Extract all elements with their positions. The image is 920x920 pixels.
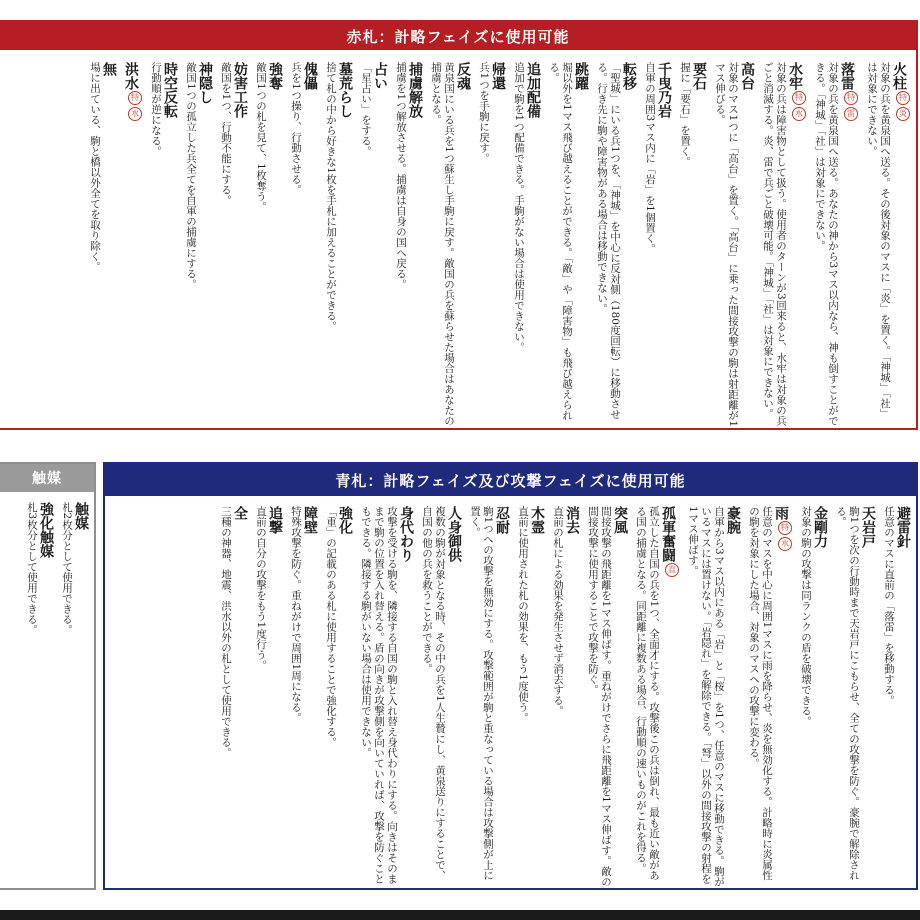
red-card-entry (643, 62, 671, 428)
red-card-entry (477, 62, 505, 428)
card-name-text: 強化触媒 (38, 502, 54, 558)
card-name (232, 62, 247, 428)
card-name-text: 木霊 (529, 506, 545, 534)
card-description: 捨て札の中から好きな1枚を手札に加えることができる。 (325, 62, 337, 332)
card-name-text: 落雷 (839, 62, 855, 90)
card-name-text: 豪腕 (725, 506, 741, 534)
card-name (337, 506, 352, 888)
red-card-entry (595, 62, 636, 428)
red-card-entry (88, 62, 116, 428)
attribute-badge: 炎 (896, 107, 910, 121)
red-card-entry (813, 62, 858, 428)
blue-card-entry (686, 506, 740, 888)
card-description: 直前の札による効果を発生させず消去する。 (552, 506, 564, 716)
red-card-entry (149, 62, 177, 428)
attribute-badge: 特 (778, 521, 792, 535)
red-card-entry (394, 62, 422, 428)
card-name-text: 追撃 (267, 506, 283, 534)
card-name (302, 506, 317, 888)
card-name-text: 傀儡 (302, 62, 318, 90)
catalyst-card-list (0, 502, 94, 888)
red-card-entry (547, 62, 588, 428)
card-name-text: 洪水 (123, 62, 139, 90)
card-name-text: 無 (101, 62, 117, 76)
blue-card-entry (468, 506, 509, 888)
card-description: 追加で駒を1つ配備できる。手駒がない場合は使用できない。 (513, 62, 525, 353)
blue-card-entry (747, 506, 792, 888)
card-description: 対象の兵を黄泉国へ送る。あなたの神から3マス以内なら、神も倒すことができる。「神城」「社」は対象にできない。 (814, 62, 839, 426)
card-name-text: 孤軍奮闘 (660, 506, 676, 562)
catalyst-card-entry (25, 502, 53, 888)
blue-card-entry (289, 506, 317, 888)
card-description: 「重」の記載のある札に使用することで強化する。 (325, 506, 337, 748)
card-name (895, 506, 910, 888)
card-name-text: 妨害工作 (232, 62, 248, 118)
card-description: 敵国1つの札を見て、1枚奪う。 (255, 62, 267, 212)
card-description: 駒1つへの攻撃を無効にする。攻撃範囲が駒と重なっている場合は攻撃側が上に置く。 (469, 506, 494, 881)
card-name (302, 62, 317, 428)
card-description: 敵国を1つ、行動不能にする。 (220, 62, 232, 206)
card-name (38, 502, 53, 888)
card-name (564, 506, 579, 888)
card-name (839, 62, 858, 428)
card-name (891, 62, 910, 428)
card-name (123, 62, 142, 428)
card-name-text: 消去 (564, 506, 580, 534)
blue-card-entry (516, 506, 544, 888)
blue-card-entry (634, 506, 679, 888)
attribute-badge: 特 (896, 91, 910, 105)
card-name (787, 62, 806, 428)
attribute-badge: 特 (128, 91, 142, 105)
card-description: 堀以外を1マス飛び越えることができる。「敵」や「障害物」も飛び越えられる。 (548, 62, 573, 421)
red-card-entry (761, 62, 806, 428)
card-name-text: 突風 (612, 506, 628, 534)
card-name (656, 62, 671, 428)
card-name-text: 神隠し (197, 62, 213, 104)
blue-card-panel (103, 462, 918, 890)
blue-card-entry (882, 506, 910, 888)
card-name-text: 避雷針 (895, 506, 911, 548)
card-name-text: 時空反転 (162, 62, 178, 118)
card-name (860, 506, 875, 888)
card-name (773, 506, 792, 888)
catalyst-card-entry (60, 502, 88, 888)
blue-card-entry (359, 506, 413, 888)
red-card-list (0, 62, 916, 428)
card-name (621, 62, 636, 428)
card-description: 自軍の周囲3マス内に「岩」を1個置く。 (644, 62, 656, 254)
card-name (446, 506, 461, 888)
card-name-text: 千曳乃岩 (656, 62, 672, 118)
card-name-text: 要石 (691, 62, 707, 90)
card-description: 駒1つを次の行動時まで天岩戸にこもらせ、全ての攻撃を防ぐ。豪腕で解除される。 (835, 506, 860, 881)
red-card-entry (359, 62, 387, 428)
card-description: 対象の兵を黄泉国へ送る。その後対象のマスに「炎」を置く。「神城」「社」は対象にできない。 (866, 62, 891, 419)
red-card-entry (123, 62, 142, 428)
red-card-entry (429, 62, 470, 428)
card-name (573, 62, 588, 428)
card-name (73, 502, 88, 888)
blue-card-entry (254, 506, 282, 888)
card-name (455, 62, 470, 428)
card-description: 任意のマスを中心に周囲1マスに雨を降らせ、炎を無効化する。計略時に炎属性の駒を対象にした場合、対象のマスへの攻撃に変わる。 (748, 506, 773, 881)
card-description: 行動順が逆になる。 (150, 62, 162, 157)
card-name-text: 忍耐 (494, 506, 510, 534)
red-card-entry (289, 62, 317, 428)
card-name (812, 506, 827, 888)
card-name-text: 身代わり (398, 506, 414, 562)
card-description: 三種の神器、地震、洪水以外の札として使用できる。 (220, 506, 232, 758)
red-card-entry (512, 62, 540, 428)
blue-card-entry (799, 506, 827, 888)
card-description: 札2枚分として使用できる。 (61, 502, 73, 635)
card-name-text: 捕虜解放 (407, 62, 423, 118)
card-description: 場に出ている、駒と橋以外全てを取り除く。 (89, 62, 101, 272)
card-description: 特殊攻撃を防ぐ。重ねがけで周囲1周になる。 (290, 506, 302, 723)
card-name (337, 62, 352, 428)
card-description: 捕虜を1つ解放させる。捕虜は自身の国へ戻る。 (395, 62, 407, 290)
card-name (660, 506, 679, 888)
card-description: 兵1つを手駒に戻す。 (478, 62, 490, 164)
card-description: 対象の兵は障害物として扱う。使用者のターンが3回来ると、水牢は対象の兵ごと消滅する。炎、雷で兵ごと破壊可能。「神城」「社」は対象にできない。 (762, 62, 787, 426)
blue-card-entry (219, 506, 247, 888)
card-name-text: 金剛力 (812, 506, 828, 548)
attribute-badge: 特 (844, 91, 858, 105)
card-name (197, 62, 212, 428)
card-name (267, 506, 282, 888)
card-name-text: 人身御供 (446, 506, 462, 562)
red-card-entry (865, 62, 910, 428)
attribute-badge: 特 (792, 91, 806, 105)
card-name (494, 506, 509, 888)
card-name-text: 墓荒らし (337, 62, 353, 118)
red-card-entry (678, 62, 706, 428)
card-description: 複数の駒が対象となる時、その中の兵を1人生贄にし、黄泉送りにすることで、自国の他の兵を救うことができる。 (421, 506, 446, 881)
blue-card-entry (834, 506, 875, 888)
attribute-badge: 直 (665, 563, 679, 577)
card-name-text: 帰還 (490, 62, 506, 90)
card-name (529, 506, 544, 888)
card-name-text: 全 (232, 506, 248, 520)
card-name (372, 62, 387, 428)
blue-card-entry (586, 506, 627, 888)
red-card-entry (324, 62, 352, 428)
card-description: 直前の自分の攻撃をもう1度行う。 (255, 506, 267, 671)
card-name-text: 反魂 (455, 62, 471, 90)
card-description: 間接攻撃の飛距離を1マス伸ばす。重ねがけでさらに飛距離を1マス伸ばす。敵の間接攻撃に使用することで攻撃を防ぐ。 (587, 506, 612, 887)
card-name-text: 雨 (773, 506, 789, 520)
red-card-entry (184, 62, 212, 428)
card-name-text: 転移 (621, 62, 637, 90)
red-panel-header: 赤札：計略フェイズに使用可能 (0, 22, 916, 50)
card-name (691, 62, 706, 428)
card-name-text: 追加配備 (525, 62, 541, 118)
red-card-entry (713, 62, 754, 428)
attribute-badge: 水 (128, 107, 142, 121)
card-name-text: 強奪 (267, 62, 283, 90)
card-name (398, 506, 413, 888)
card-description: 攻撃を受ける駒を、隣接する自国の駒と入れ替え身代わりにする。向きはそのままで駒の位置を入れ替える。盾の向きが攻撃側を向いていれば、攻撃を防ぐこともできる。隣接する駒がいない場合は使用できない。 (360, 506, 398, 884)
card-description: 黄泉国にいる兵を1つ蘇生し手駒に戻す。敵国の兵を蘇らせた場合はあなたの捕虜となる。 (430, 62, 455, 426)
card-description: 「聖城」にいる兵1つを、「神城」を中心に反対側（180度回転）に移動させる。行き先に駒や障害物がある場合は移動できない。 (596, 62, 621, 420)
blue-card-entry (324, 506, 352, 888)
card-name (525, 62, 540, 428)
card-name-text: 跳躍 (573, 62, 589, 90)
card-name-text: 水牢 (787, 62, 803, 90)
card-name-text: 火柱 (891, 62, 907, 90)
card-name (612, 506, 627, 888)
card-name-text: 強化 (337, 506, 353, 534)
blue-card-list (105, 506, 916, 888)
red-card-entry (219, 62, 247, 428)
red-card-panel (0, 20, 918, 430)
attribute-badge: 雷 (844, 107, 858, 121)
card-description: 対象の駒の攻撃は同ランクの盾を破壊できる。 (800, 506, 812, 727)
card-description: 札3枚分として使用できる。 (26, 502, 38, 635)
blue-card-entry (420, 506, 461, 888)
card-description: 兵を1つ操り、行動させる。 (290, 62, 302, 195)
card-description: 任意のマスに直前の「落雷」を移動する。 (883, 506, 895, 706)
card-description: 直前に使用された札の効果を、もう1度使う。 (517, 506, 529, 723)
card-description: 握に「要石」を置く。 (679, 62, 691, 167)
card-description: 対象のマス1つに「高台」を置く。「高台」に乗った間接攻撃の駒は射距離が1マス伸びる。 (714, 62, 739, 428)
card-description: 「星占い」をする。 (360, 62, 372, 157)
card-name (739, 62, 754, 428)
catalyst-panel (0, 462, 96, 890)
attribute-badge: 水 (792, 107, 806, 121)
card-name-text: 占い (372, 62, 388, 90)
card-description: 孤立した自国の兵を1つ、全面才にする。攻撃後この兵は倒れ、最も近い敵がある国の捕虜となる。同距離に複数ある場合、行動順の速いものがこれを得る。 (635, 506, 660, 881)
card-name (232, 506, 247, 888)
card-name-text: 高台 (739, 62, 755, 90)
blue-card-entry (551, 506, 579, 888)
card-name-text: 天岩戸 (860, 506, 876, 548)
card-name (267, 62, 282, 428)
card-name-text: 触媒 (73, 502, 89, 530)
catalyst-panel-header: 触媒 (0, 464, 94, 492)
card-name (490, 62, 505, 428)
card-name (407, 62, 422, 428)
attribute-badge: 水 (778, 537, 792, 551)
card-name (162, 62, 177, 428)
blue-panel-header: 青札：計略フェイズ及び攻撃フェイズに使用可能 (105, 464, 916, 496)
card-name (101, 62, 116, 428)
card-name-text: 障壁 (302, 506, 318, 534)
page-bottom-edge (0, 910, 920, 920)
card-description: 自軍から3マス以内にある「岩」と「桜」を1つ、任意のマスに移動できる。駒がいるマスには置けない。「岩隠れ」を解除できる。「弩」以外の間接攻撃の射程を1マス伸ばす。 (687, 506, 725, 887)
card-description: 敵国1つの孤立した兵全てを自軍の捕虜にする。 (185, 62, 197, 290)
card-name (725, 506, 740, 888)
red-card-entry (254, 62, 282, 428)
